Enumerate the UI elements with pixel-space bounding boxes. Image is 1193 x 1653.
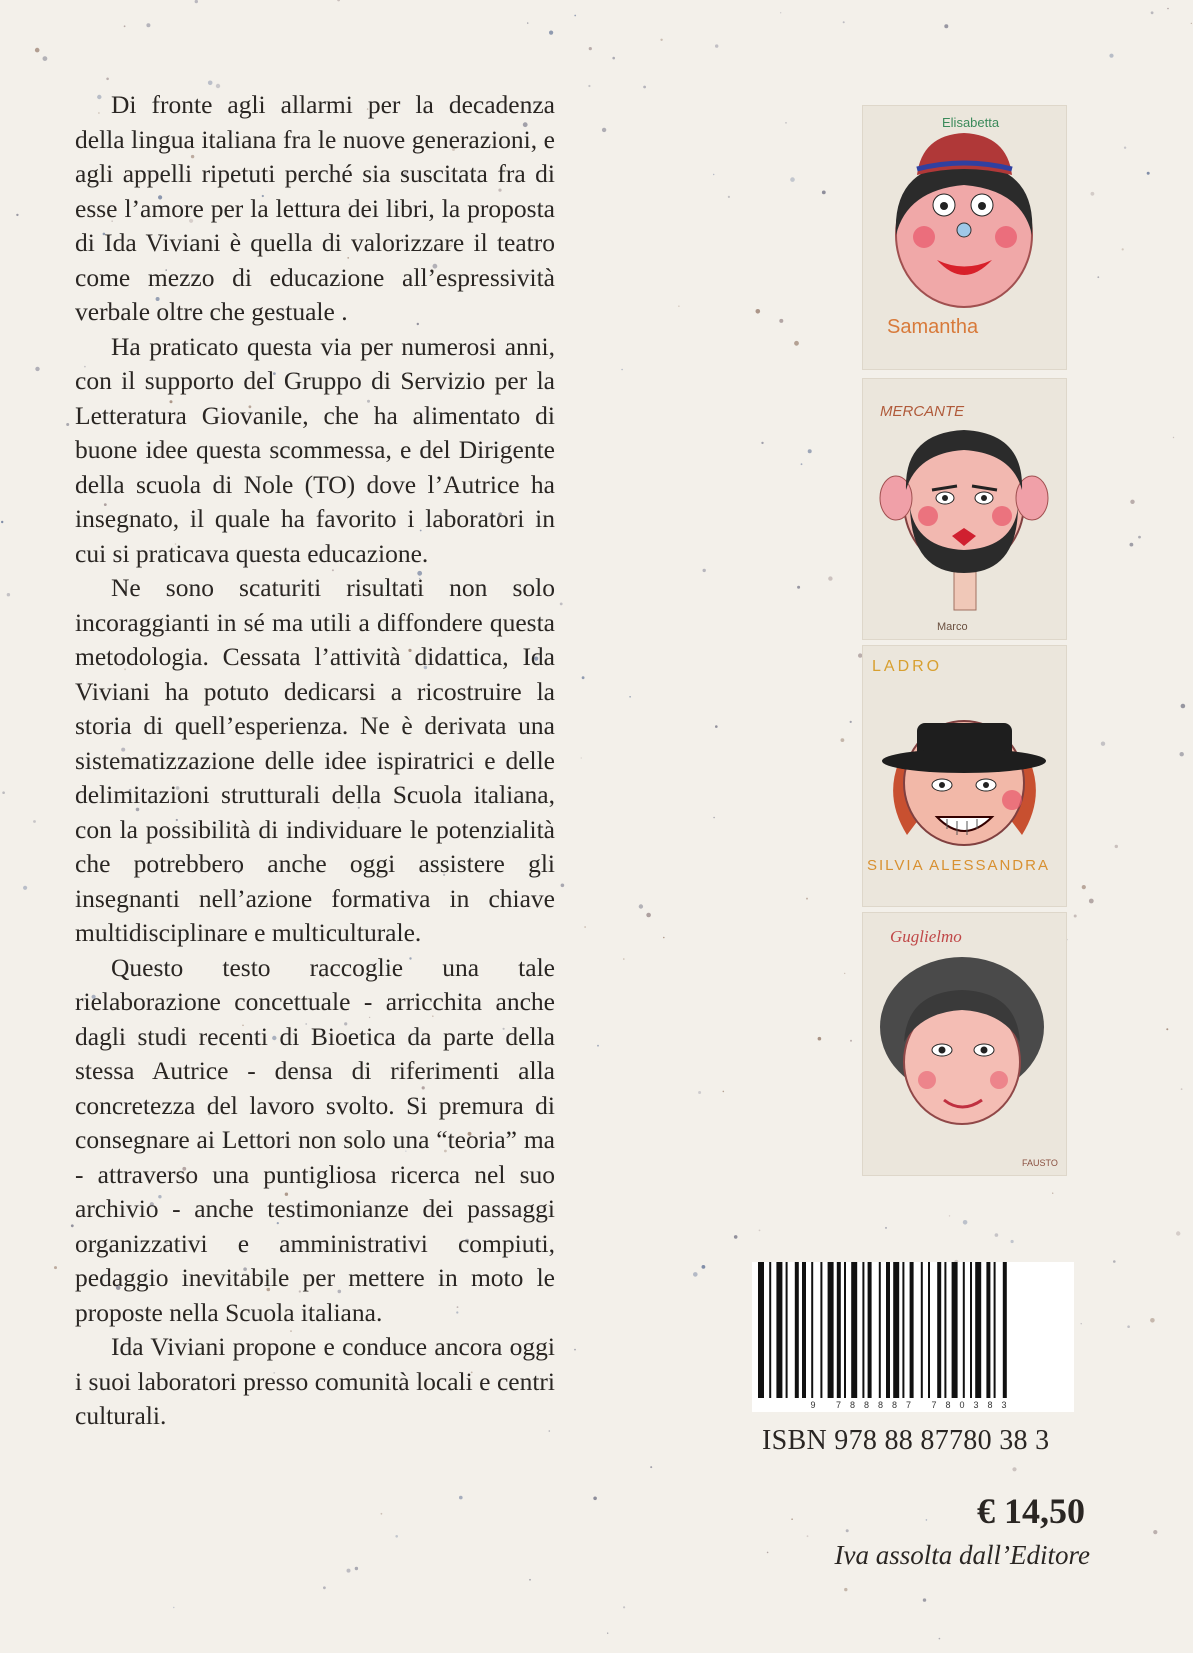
drawing-signature: Samantha (887, 316, 979, 338)
drawing-caption: MERCANTE (880, 403, 965, 420)
face-drawing-merchant (862, 378, 1067, 640)
paragraph: Di fronte agli allarmi per la decadenza della lingua italiana fra le nuove generazioni, e agli appelli ripetuti perché sia suscitata fra di esse l’amore per la lettura dei libri, la proposta di Ida Viviani è quella di valorizzare il teatro come mezzo di educazione all’espressività verbale oltre che gestuale . (75, 90, 555, 326)
drawing-panel (862, 378, 1067, 640)
drawing-panel (862, 912, 1067, 1176)
drawing-caption: LADRO (872, 658, 943, 675)
paragraph: Ida Viviani propone e conduce ancora oggi i suoi laboratori presso comunità locali e centri culturali. (75, 1332, 555, 1430)
drawing-caption: Elisabetta (942, 115, 1000, 130)
drawing-panel (862, 105, 1067, 370)
description-text (75, 88, 555, 1434)
price: € 14,50 (977, 1491, 1085, 1531)
paragraph: Ne sono scaturiti risultati non solo incoraggianti in sé ma utili a diffondere questa metodologia. Cessata l’attività didattica, Ida Viviani ha potuto dedicarsi a ricostruire la storia di quell’esperienza. Ne è derivata una sistematizzazione delle idee ispiratrici e delle delimitazioni strutturali della Scuola italiana, con la possibilità di individuare le potenzialità che potrebbero anche oggi assistere gli insegnanti nell’azione formativa in chiave multidisciplinare e multiculturale. (75, 573, 555, 947)
face-drawing-thief (862, 645, 1067, 907)
barcode (752, 1262, 1074, 1412)
drawing-caption: Guglielmo (890, 927, 962, 946)
isbn-number: ISBN 978 88 87780 38 3 (762, 1425, 1050, 1456)
drawing-signature: SILVIA ALESSANDRA (867, 857, 1050, 874)
paragraph: Questo testo raccoglie una tale rielaborazione concettuale - arricchita anche dagli studi recenti di Bioetica da parte della stessa Autrice - densa di riferimenti alla concretezza del lavoro svolto. Si premura di consegnare ai Lettori non solo una “teoria” ma - attraverso una puntigliosa ricerca nel suo archivio - anche testimonianze dei passaggi organizzativi e amministrativi compiuti, pedaggio inevitabile per mettere in moto le proposte nella Scuola italiana. (75, 952, 555, 1327)
face-drawing-girl (862, 105, 1067, 370)
vat-note: Iva assolta dall’Editore (834, 1540, 1090, 1570)
face-drawing-woman (862, 912, 1067, 1176)
drawing-signature: FAUSTO (1022, 1158, 1058, 1168)
drawing-panel (862, 645, 1067, 907)
barcode-digits: 9 788887 780383 (810, 1400, 1016, 1410)
paragraph: Ha praticato questa via per numerosi anni, con il supporto del Gruppo di Servizio per la Letteratura Giovanile, che ha alimentato di buone idee questa scommessa, e del Dirigente della scuola di Nole (TO) dove l’Autrice ha insegnato, il quale ha favorito i laboratori in cui si praticava questa educazione. (75, 331, 555, 568)
drawing-signature: Marco (937, 621, 968, 633)
